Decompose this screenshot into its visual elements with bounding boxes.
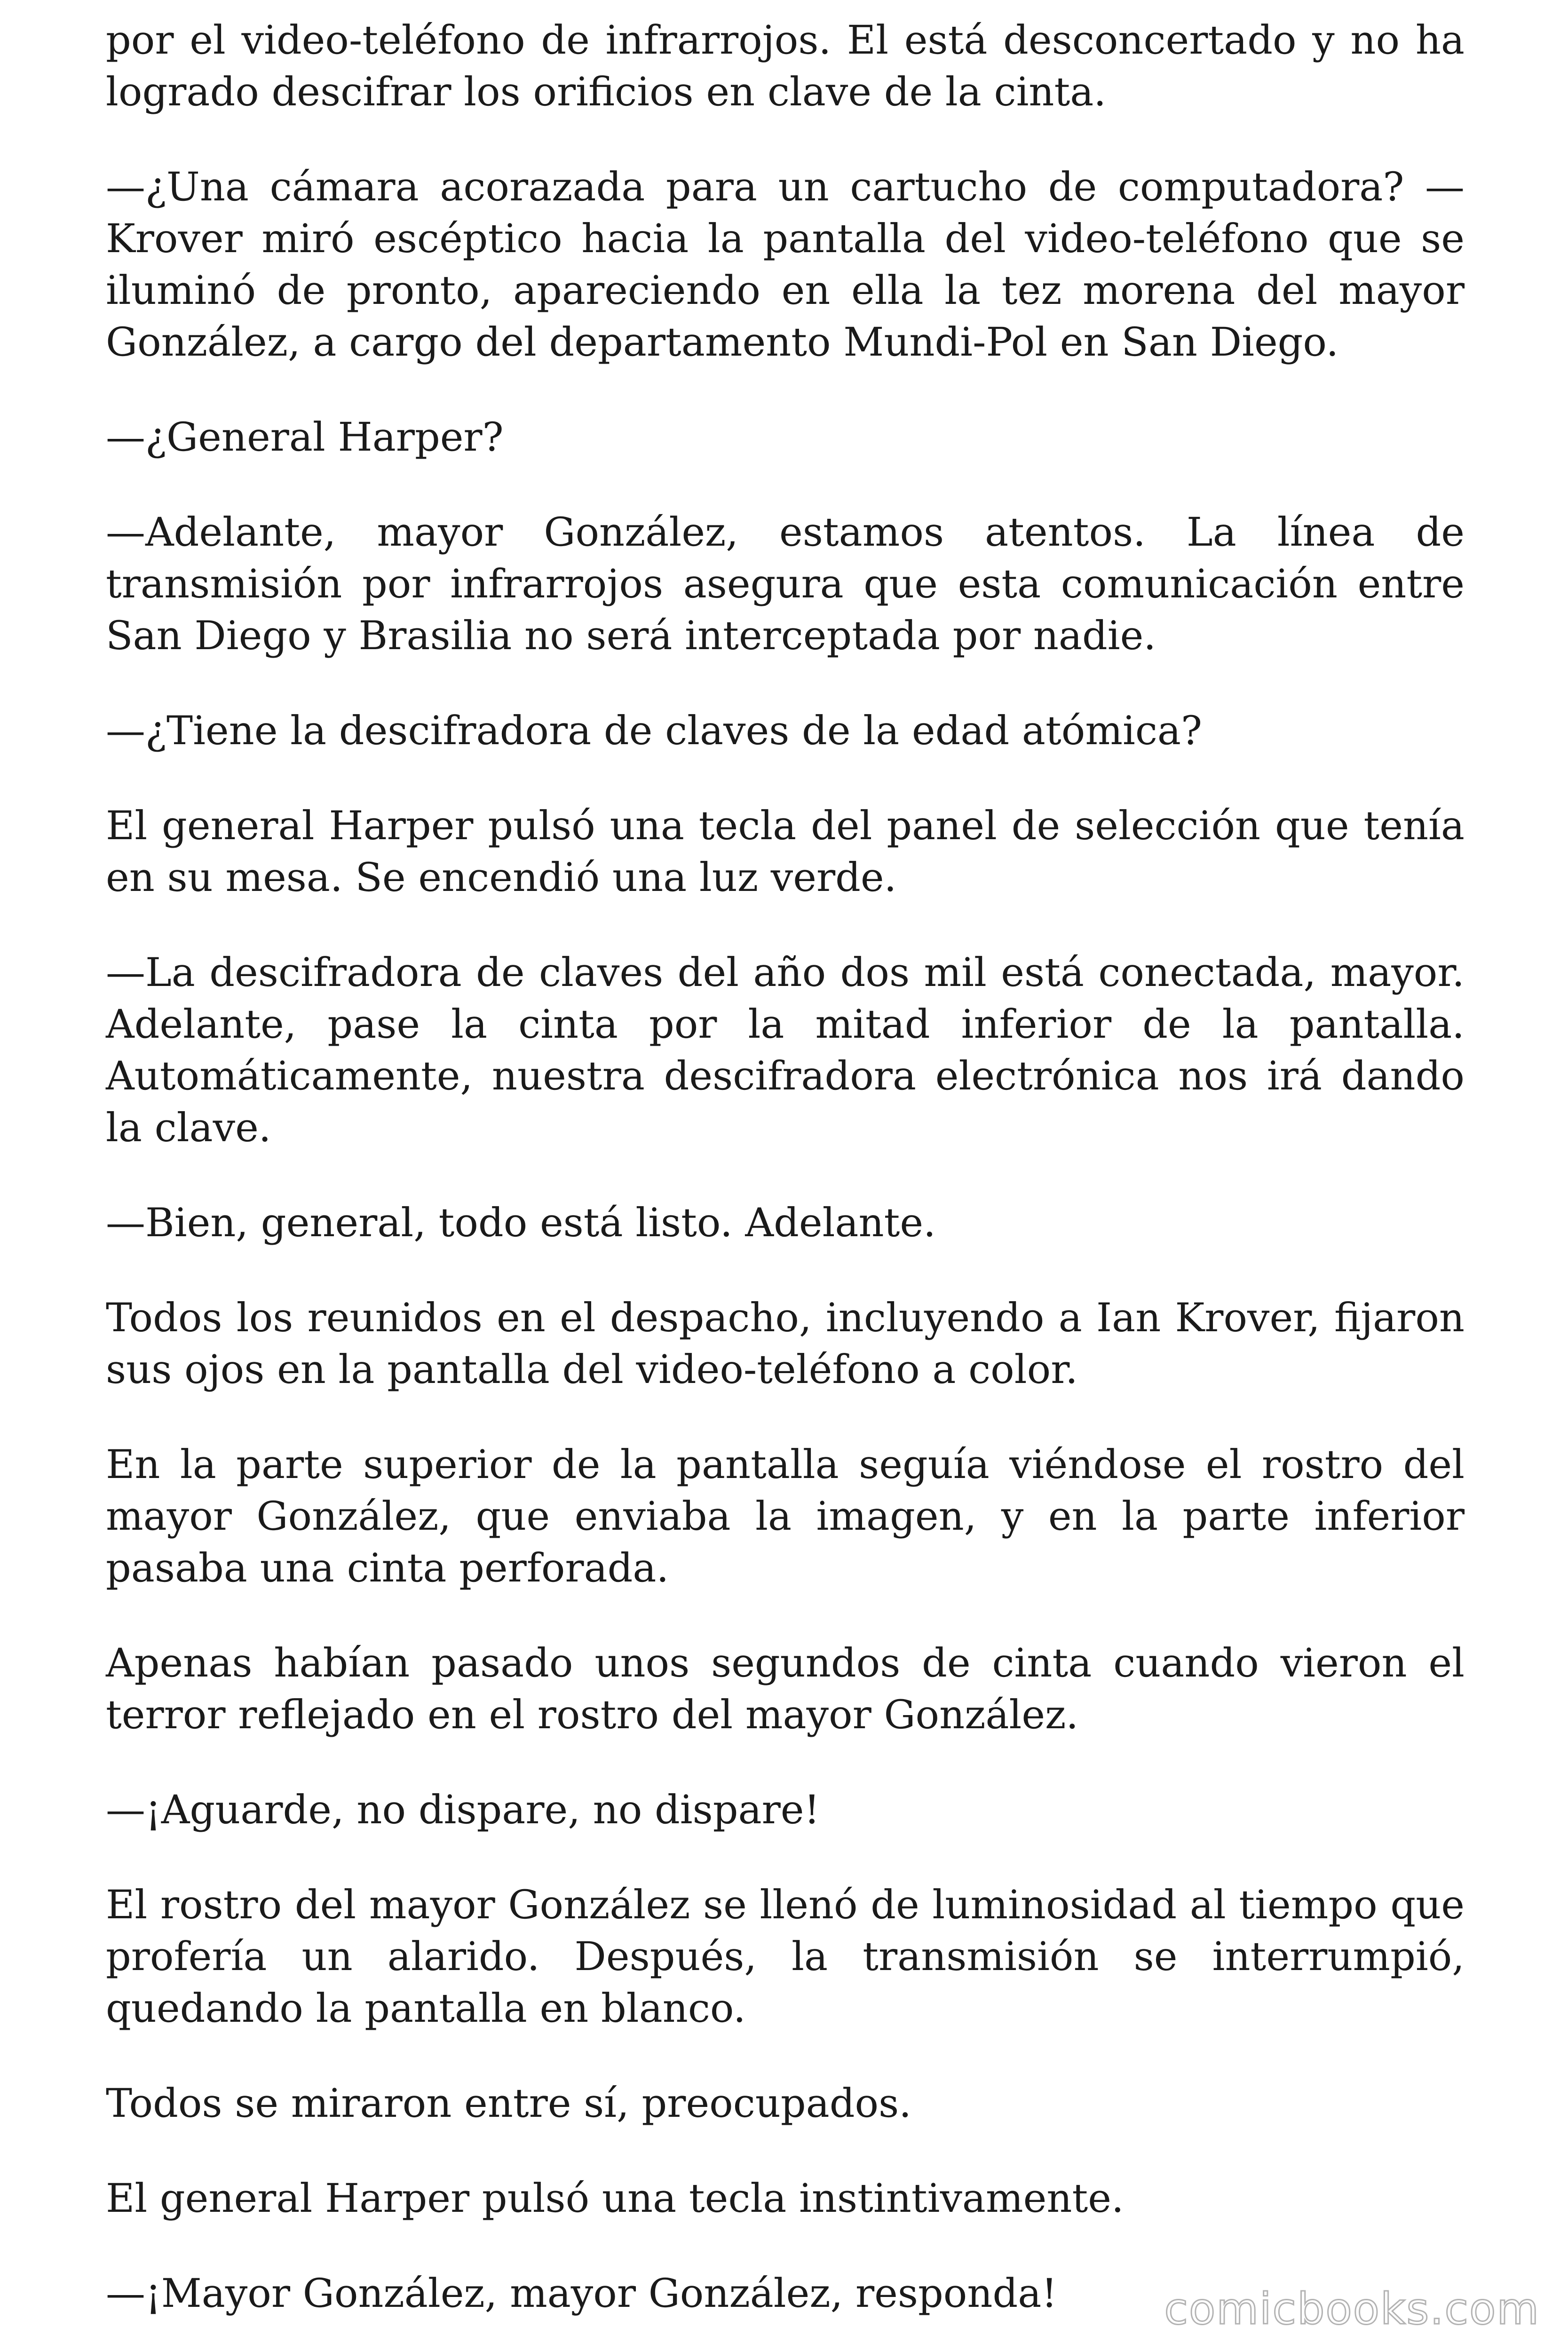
body-text (106, 14, 1465, 2319)
paragraph-16: —¡Mayor González, mayor González, responda! (106, 2270, 1058, 2316)
paragraph-14: Todos se miraron entre sí, preocupados. (106, 2080, 911, 2126)
paragraph-1: por el video-teléfono de infrarrojos. El está desconcertado y no ha logrado descifrar los orificios en clave de la cinta. (106, 17, 1465, 115)
paragraph-5: —¿Tiene la descifradora de claves de la edad atómica? (106, 707, 1202, 754)
paragraph-12: —¡Aguarde, no dispare, no dispare! (106, 1787, 820, 1833)
paragraph-6: El general Harper pulsó una tecla del panel de selección que tenía en su mesa. Se encendió una luz verde. (106, 803, 1465, 900)
paragraph-10: En la parte superior de la pantalla seguía viéndose el rostro del mayor González, que enviaba la imagen, y en la parte inferior pasaba una cinta perforada. (106, 1441, 1465, 1591)
paragraph-4: —Adelante, mayor González, estamos atentos. La línea de transmisión por infrarrojos asegura que esta comunicación entre San Diego y Brasilia no será interceptada por nadie. (106, 509, 1465, 659)
paragraph-15: El general Harper pulsó una tecla instintivamente. (106, 2175, 1124, 2221)
paragraph-13: El rostro del mayor González se llenó de luminosidad al tiempo que profería un alarido. Después, la transmisión se interrumpió, quedando la pantalla en blanco. (106, 1882, 1465, 2031)
paragraph-7: —La descifradora de claves del año dos mil está conectada, mayor. Adelante, pase la cinta por la mitad inferior de la pantalla. Automáticamente, nuestra descifradora electrónica nos irá dando la clave. (106, 949, 1465, 1151)
paragraph-8: —Bien, general, todo está listo. Adelante. (106, 1200, 936, 1246)
paragraph-2: —¿Una cámara acorazada para un cartucho de computadora? —Krover miró escéptico hacia la pantalla del video-teléfono que se iluminó de pronto, apareciendo en ella la tez morena del mayor González, a cargo del departamento Mundi-Pol en San Diego. (106, 164, 1465, 365)
paragraph-11: Apenas habían pasado unos segundos de cinta cuando vieron el terror reflejado en el rostro del mayor González. (106, 1640, 1465, 1738)
site-watermark: comicbooks.com (1164, 2284, 1540, 2334)
paragraph-9: Todos los reunidos en el despacho, incluyendo a Ian Krover, fijaron sus ojos en la pantalla del video-teléfono a color. (106, 1295, 1465, 1392)
paragraph-3: —¿General Harper? (106, 414, 504, 460)
